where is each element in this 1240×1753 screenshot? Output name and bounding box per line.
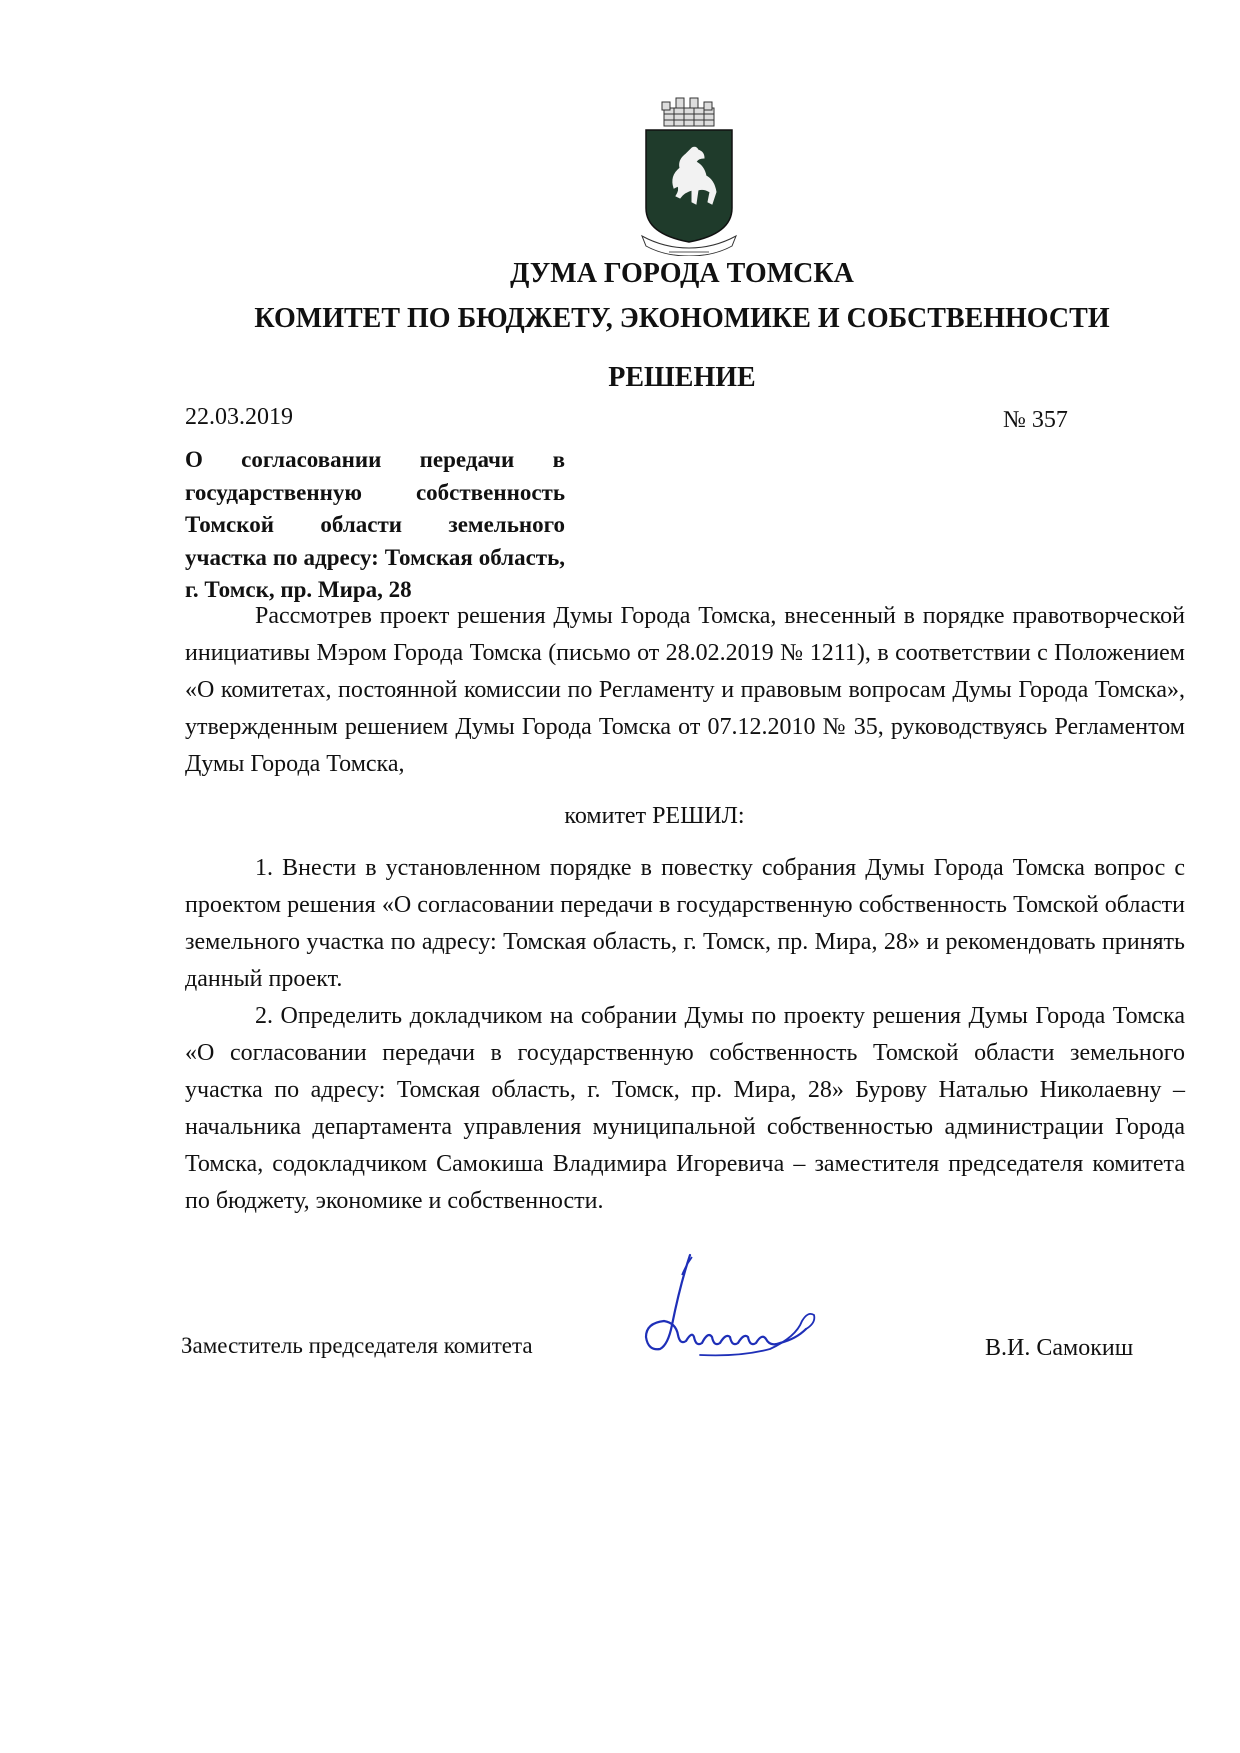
preamble-section [185, 598, 1185, 783]
decision-item-1: 1. Внести в установленном порядке в повестку собрания Думы Города Томска вопрос с проектом решения «О согласовании передачи в государственную собственность Томской области земельного участка по адресу: Томская область, г. Томск, пр. Мира, 28» и рекомендовать принять данный проект. [185, 855, 1185, 992]
decision-item-2: 2. Определить докладчиком на собрании Думы по проекту решения Думы Города Томска «О согласовании передачи в государственную собственность Томской области земельного участка по адресу: Томская область, г. Томск, пр. Мира, 28» Бурову Наталью Николаевну – начальника департамента управления муниципальной собственностью администрации Города Томска, содокладчиком Самокиша Владимира Игоревича – заместителя председателя комитета по бюджету, экономике и собственности. [185, 1003, 1185, 1214]
document-number: № 357 [1003, 407, 1068, 433]
organization-title: ДУМА ГОРОДА ТОМСКА [510, 258, 854, 289]
signatory-role: Заместитель председателя комитета [181, 1333, 533, 1358]
preamble-paragraph: Рассмотрев проект решения Думы Города Томска, внесенный в порядке правотворческой инициативы Мэром Города Томска (письмо от 28.02.2019 № 1211), в соответствии с Положением «О комитетах, постоянной комиссии по Регламенту и правовым вопросам Думы Города Томска», утвержденным решением Думы Города Томска от 07.12.2010 № 35, руководствуясь Регламентом Думы Города Томска, [185, 603, 1185, 777]
resolved-line: комитет РЕШИЛ: [564, 803, 745, 829]
coat-of-arms-icon [634, 96, 744, 256]
crown-icon [662, 98, 714, 126]
committee-title: КОМИТЕТ ПО БЮДЖЕТУ, ЭКОНОМИКЕ И СОБСТВЕННОСТИ [254, 303, 1110, 334]
decision-items [185, 850, 1185, 1220]
document-subject: О согласовании передачи в государственную собственность Томской области земельного участка по адресу: Томская область, г. Томск, пр. Мира, 28 [185, 447, 565, 602]
signatory-name: В.И. Самокиш [985, 1335, 1134, 1361]
document-type-title: РЕШЕНИЕ [608, 362, 756, 393]
document-date: 22.03.2019 [185, 404, 293, 430]
signature-image [620, 1245, 850, 1375]
